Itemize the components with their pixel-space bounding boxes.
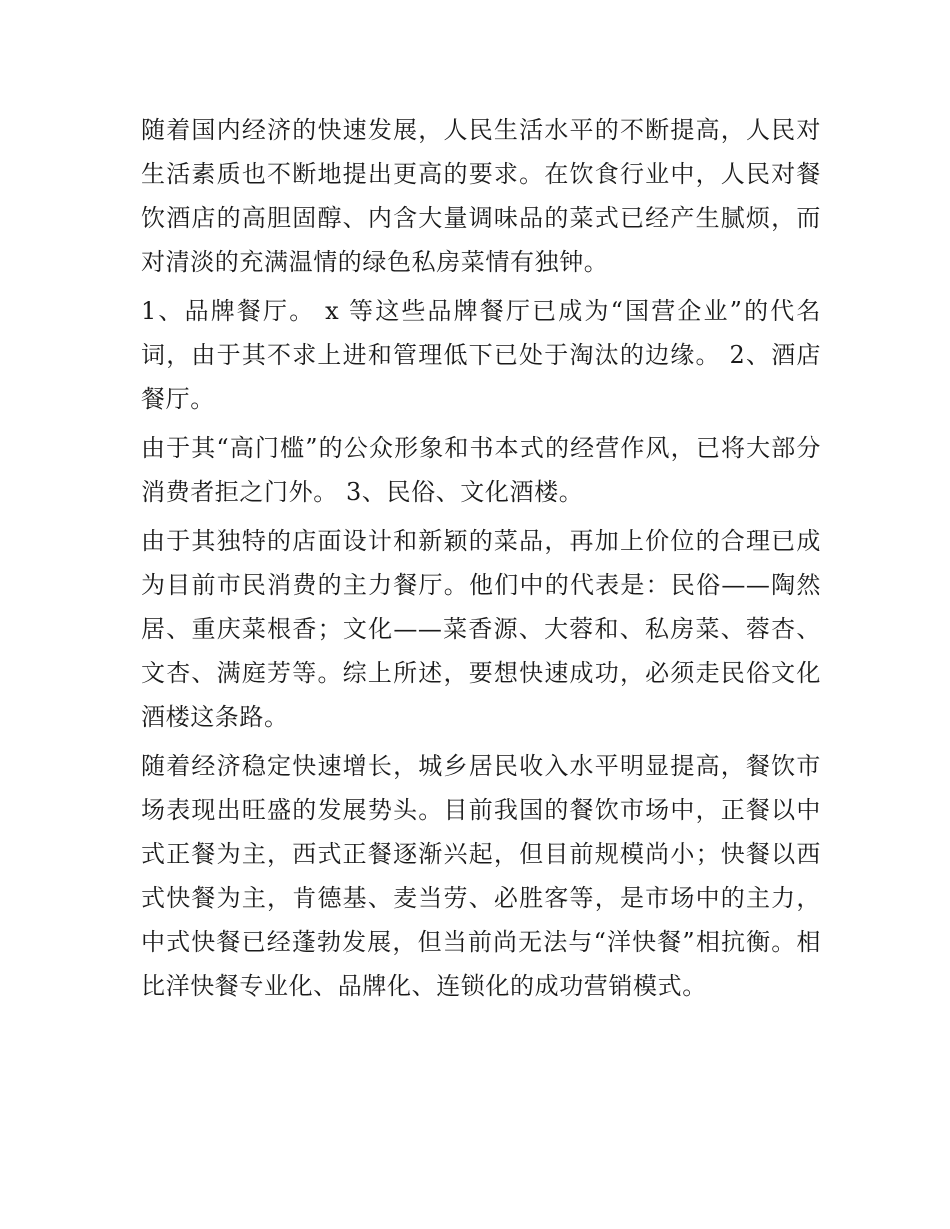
paragraph-market-trend: 随着经济稳定快速增长，城乡居民收入水平明显提高，餐饮市场表现出旺盛的发展势头。目前我国的餐饮市场中，正餐以中式正餐为主，西式正餐逐渐兴起，但目前规模尚小；快餐以西式快餐为主，肯德基、麦当劳、必胜客等，是市场中的主力，中式快餐已经蓬勃发展，但当前尚无法与“洋快餐”相抗衡。相比洋快餐专业化、品牌化、连锁化的成功营销模式。 [141, 752, 821, 1000]
document-body [141, 108, 821, 1008]
paragraph-hotel-restaurant: 由于其“高门槛”的公众形象和书本式的经营作风，已将大部分消费者拒之门外。 3、民俗、文化酒楼。 [141, 434, 821, 506]
paragraph-brand-restaurant: 1、品牌餐厅。 x 等这些品牌餐厅已成为“国营企业”的代名词，由于其不求上进和管理低下已处于淘汰的边缘。 2、酒店餐厅。 [141, 297, 821, 413]
paragraph-folk-culture: 由于其独特的店面设计和新颖的菜品，再加上价位的合理已成为目前市民消费的主力餐厅。他们中的代表是：民俗——陶然居、重庆菜根香；文化——菜香源、大蓉和、私房菜、蓉杏、文杏、满庭芳等。综上所述，要想快速成功，必须走民俗文化酒楼这条路。 [141, 527, 821, 731]
paragraph-intro: 随着国内经济的快速发展，人民生活水平的不断提高，人民对生活素质也不断地提出更高的要求。在饮食行业中，人民对餐饮酒店的高胆固醇、内含大量调味品的菜式已经产生腻烦，而对清淡的充满温情的绿色私房菜情有独钟。 [141, 116, 821, 276]
